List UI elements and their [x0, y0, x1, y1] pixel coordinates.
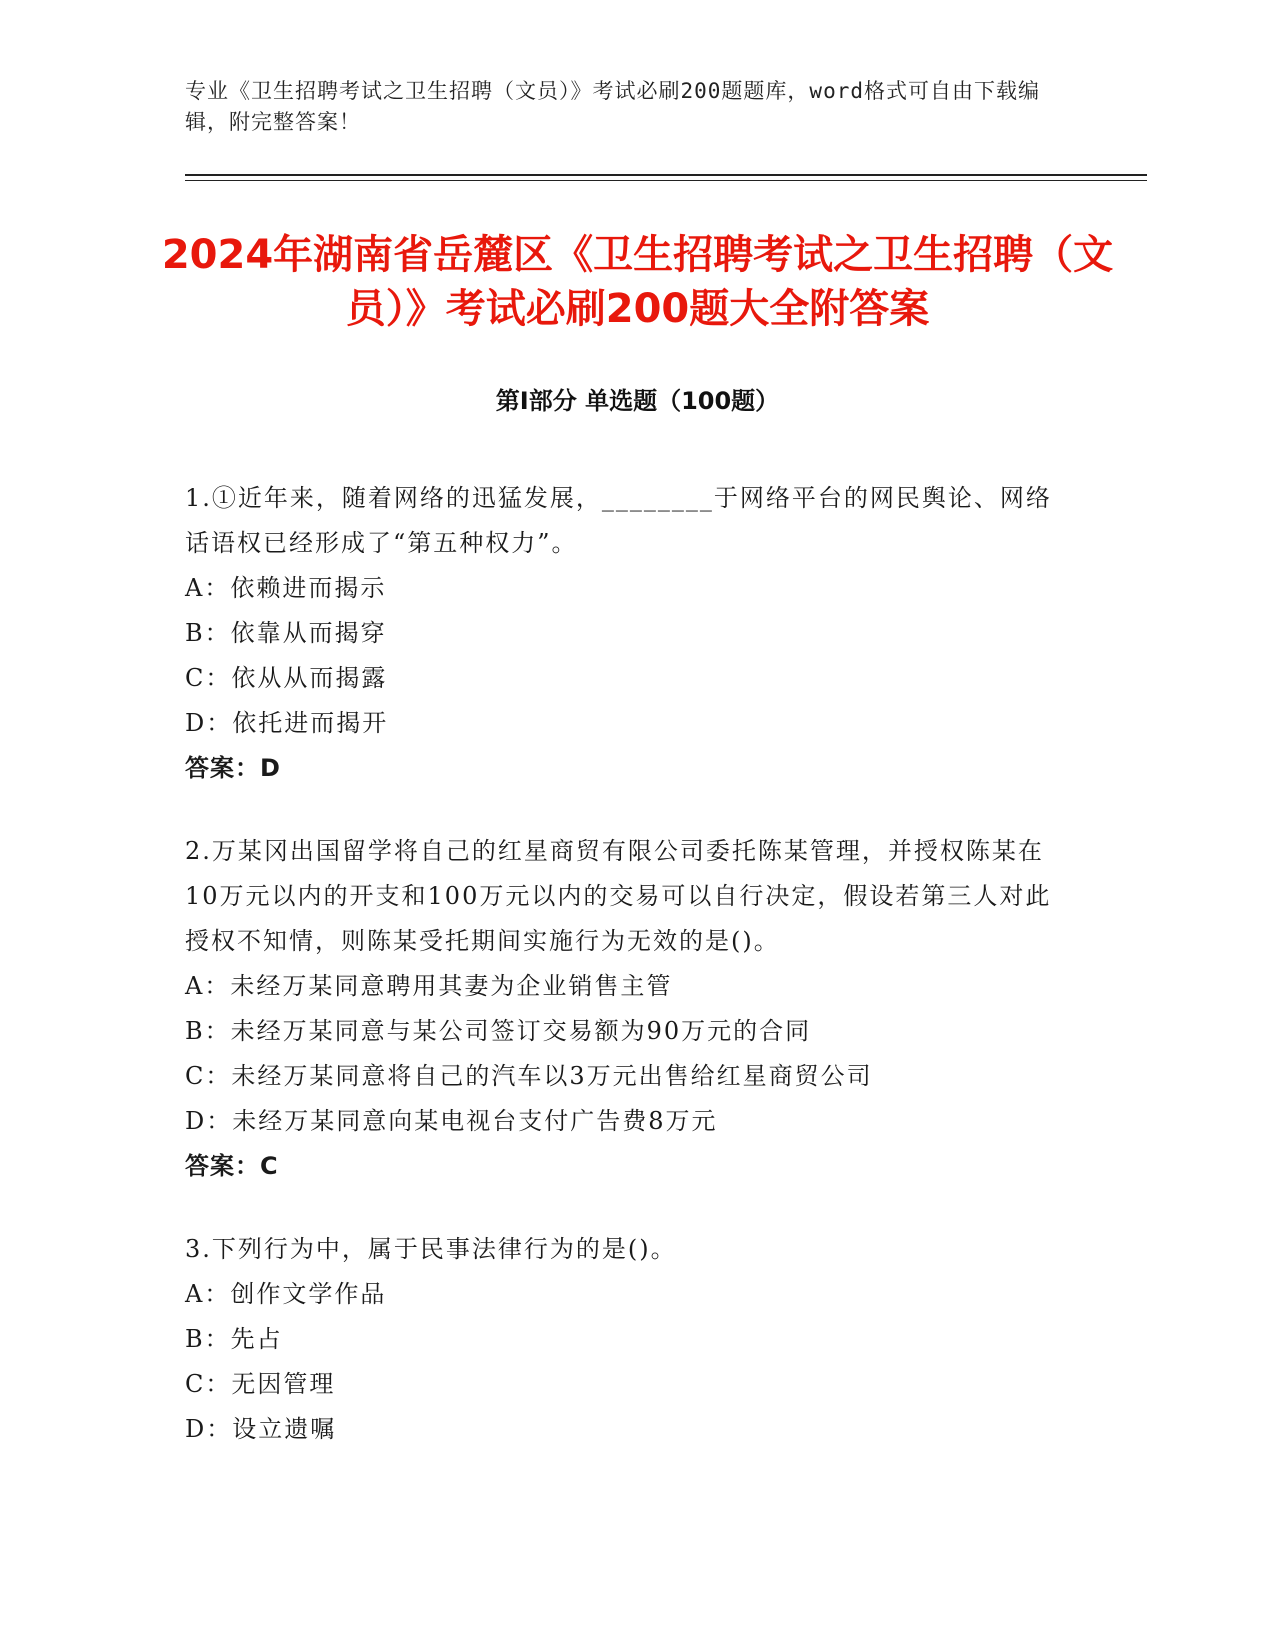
option-d: D：未经万某同意向某电视台支付广告费8万元	[185, 1107, 718, 1135]
option-a: A：创作文学作品	[185, 1280, 387, 1308]
answer-line: 答案：C	[185, 1152, 279, 1180]
question-item	[185, 476, 1065, 791]
question-stem: 3.下列行为中，属于民事法律行为的是()。	[185, 1235, 677, 1263]
answer-line: 答案：D	[185, 754, 281, 782]
question-stem: 2.万某冈出国留学将自己的红星商贸有限公司委托陈某管理，并授权陈某在10万元以内的开支和100万元以内的交易可以自行决定，假设若第三人对此授权不知情，则陈某受托期间实施行为无效的是()。	[185, 837, 1052, 955]
question-item	[185, 1227, 1065, 1452]
option-c: C：无因管理	[185, 1370, 336, 1398]
question-list	[185, 476, 1065, 1490]
header-divider-thick	[185, 174, 1147, 176]
option-b: B：未经万某同意与某公司签订交易额为90万元的合同	[185, 1017, 812, 1045]
option-a: A：依赖进而揭示	[185, 574, 387, 602]
question-stem: 1.①近年来，随着网络的迅猛发展，________于网络平台的网民舆论、网络话语权已经形成了“第五种权力”。	[185, 484, 1052, 557]
option-b: B：依靠从而揭穿	[185, 619, 387, 647]
option-d: D：依托进而揭开	[185, 709, 389, 737]
option-c: C：依从从而揭露	[185, 664, 388, 692]
option-a: A：未经万某同意聘用其妻为企业销售主管	[185, 972, 673, 1000]
header-note: 专业《卫生招聘考试之卫生招聘（文员）》考试必刷200题题库，word格式可自由下载编辑，附完整答案！	[185, 79, 1040, 134]
option-c: C：未经万某同意将自己的汽车以3万元出售给红星商贸公司	[185, 1062, 873, 1090]
question-item	[185, 829, 1065, 1189]
option-d: D：设立遗嘱	[185, 1415, 337, 1443]
header-divider-thin	[185, 180, 1147, 181]
option-b: B：先占	[185, 1325, 283, 1353]
section-title: 第Ⅰ部分 单选题（100题）	[495, 387, 780, 415]
document-title: 2024年湖南省岳麓区《卫生招聘考试之卫生招聘（文员）》考试必刷200题大全附答案	[161, 232, 1114, 332]
